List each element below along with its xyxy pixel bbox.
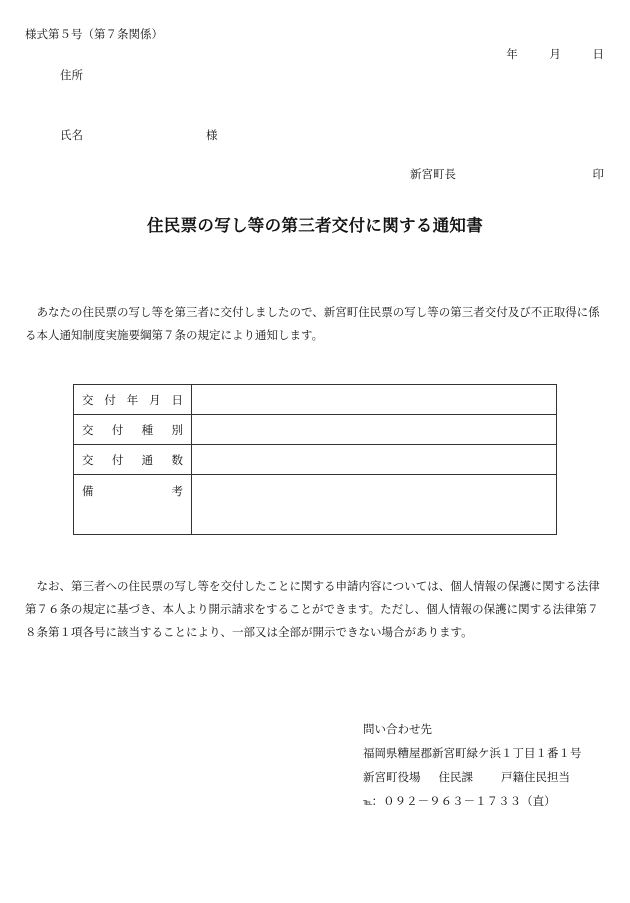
table-row <box>74 475 557 535</box>
honorific: 様 <box>206 128 218 142</box>
name-label: 氏名 <box>60 128 83 142</box>
seal-mark: 印 <box>592 167 604 181</box>
date-line <box>480 46 604 62</box>
contact-office-line <box>363 765 582 789</box>
remarks-value <box>192 475 557 535</box>
date-year: 年 <box>506 47 518 61</box>
tel-icon: ℡ <box>363 798 372 808</box>
contact-tel: ：０９２－９６３－１７３３（直） <box>371 794 556 808</box>
contact-person: 戸籍住民担当 <box>501 770 570 784</box>
contact-section: 住民課 <box>438 770 473 784</box>
date-month: 月 <box>549 47 561 61</box>
issuance-table <box>73 384 557 535</box>
contact-office: 新宮町役場 <box>363 770 421 784</box>
issuer-name: 新宮町長 <box>410 167 456 181</box>
form-number: 様式第５号（第７条関係） <box>25 27 163 41</box>
issue-count-label: 交付通数 <box>74 445 192 475</box>
issue-count-value <box>192 445 557 475</box>
contact-tel-line <box>363 789 582 815</box>
date-day: 日 <box>592 47 604 61</box>
address-label: 住所 <box>60 68 83 82</box>
issue-date-value <box>192 385 557 415</box>
table-row <box>74 385 557 415</box>
issue-type-label: 交付種別 <box>74 415 192 445</box>
contact-address: 福岡県糟屋郡新宮町緑ケ浜１丁目１番１号 <box>363 746 582 760</box>
table-row <box>74 415 557 445</box>
disclosure-paragraph: なお、第三者への住民票の写し等を交付したことに関する申請内容については、個人情報の保護に関する法律第７６条の規定に基づき、本人より開示請求をすることができます。ただし、個人情報の保護に関する法律第７８条第１項各号に該当することにより、一部又は全部が開示できない場合があります。 <box>25 579 600 639</box>
contact-block <box>363 717 582 815</box>
document-title: 住民票の写し等の第三者交付に関する通知書 <box>147 216 483 235</box>
table-row <box>74 445 557 475</box>
issue-type-value <box>192 415 557 445</box>
issue-date-label: 交付年月日 <box>74 385 192 415</box>
remarks-label: 備考 <box>74 475 192 535</box>
notice-paragraph: あなたの住民票の写し等を第三者に交付しましたので、新宮町住民票の写し等の第三者交付及び不正取得に係る本人通知制度実施要綱第７条の規定により通知します。 <box>25 305 600 342</box>
contact-heading: 問い合わせ先 <box>363 722 432 736</box>
